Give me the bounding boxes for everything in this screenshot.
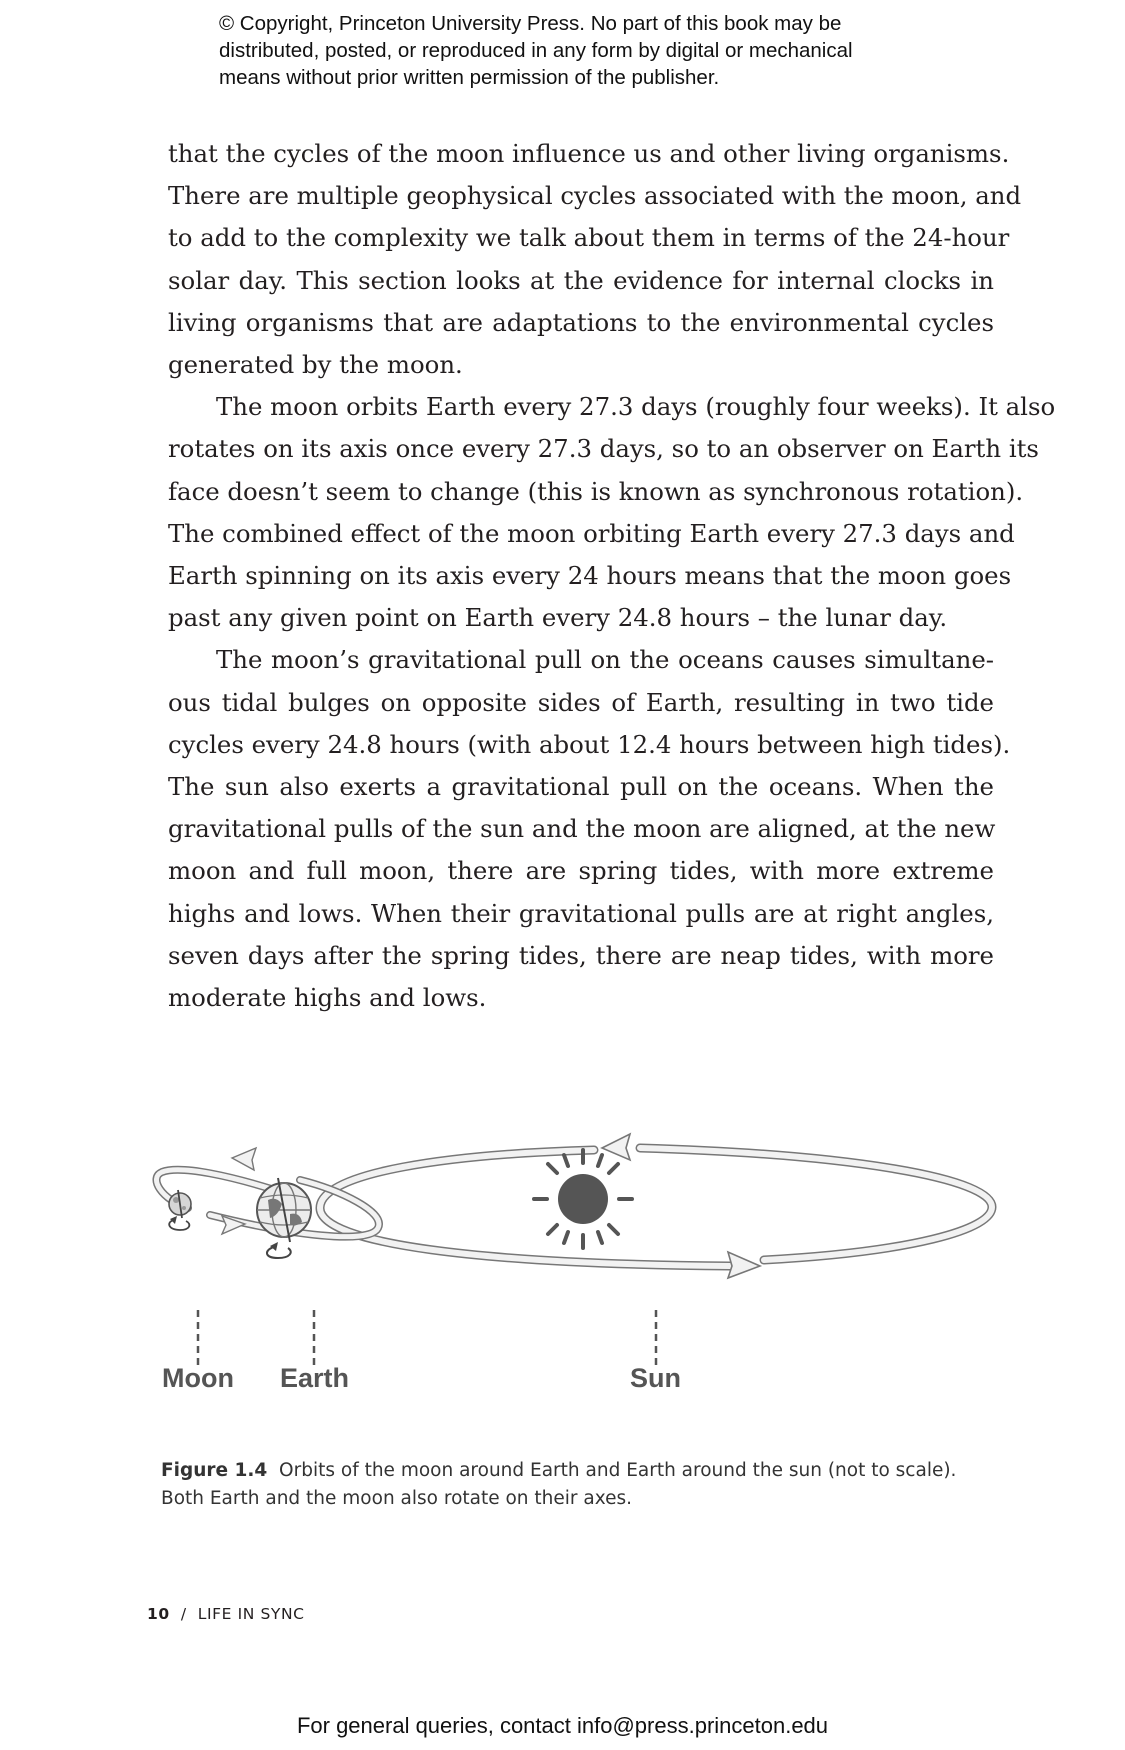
figure-number: Figure 1.4 <box>161 1460 268 1481</box>
text-line: to add to the complexity we talk about them in terms of the 24-hour <box>168 223 1010 253</box>
running-foot-separator: / <box>180 1605 187 1623</box>
body-text <box>168 133 1056 1019</box>
text-line: seven days after the spring tides, there are neap tides, with more <box>168 940 994 970</box>
sun-label: Sun <box>630 1363 681 1393</box>
orbit-diagram-svg <box>150 1120 1010 1420</box>
page-number: 10 <box>147 1605 170 1623</box>
text-line: moon and full moon, there are spring tides, with more extreme <box>168 856 994 886</box>
sun-icon <box>534 1150 632 1248</box>
text-line: There are multiple geophysical cycles associated with the moon, and <box>168 181 1022 211</box>
moon-orbit-arrow-icon <box>232 1148 256 1170</box>
earth-globe-icon <box>257 1178 311 1258</box>
caption-text: Orbits of the moon around Earth and Earth around the sun (not to scale). <box>279 1460 957 1481</box>
orbit-diagram <box>150 1120 1010 1420</box>
text-line: solar day. This section looks at the evidence for internal clocks in <box>168 265 994 295</box>
text-line: rotates on its axis once every 27.3 days, so to an observer on Earth its <box>168 434 1039 464</box>
running-foot <box>147 1605 305 1623</box>
contact-footer: For general queries, contact info@press.princeton.edu <box>296 1713 829 1738</box>
copyright-notice <box>219 10 979 91</box>
text-line: cycles every 24.8 hours (with about 12.4 hours between high tides). <box>168 729 1011 759</box>
earth-orbit <box>320 1134 992 1278</box>
text-line: generated by the moon. <box>168 350 463 380</box>
text-line: The sun also exerts a gravitational pull on the oceans. When the <box>168 772 994 802</box>
moon-globe-icon <box>169 1190 191 1230</box>
caption-line: Both Earth and the moon also rotate on their axes. <box>161 1488 633 1509</box>
orbit-arrow-icon <box>602 1134 630 1160</box>
text-line: The combined effect of the moon orbiting Earth every 27.3 days and <box>168 518 1015 548</box>
text-line: ous tidal bulges on opposite sides of Earth, resulting in two tide <box>168 687 994 717</box>
text-line: that the cycles of the moon influence us and other living organisms. <box>168 139 1010 168</box>
text-line: highs and lows. When their gravitational pulls are at right angles, <box>168 898 994 928</box>
text-line: The moon’s gravitational pull on the oceans causes simultane- <box>216 645 994 675</box>
text-line: face doesn’t seem to change (this is known as synchronous rotation). <box>168 476 1024 506</box>
text-line: Earth spinning on its axis every 24 hours means that the moon goes <box>168 561 1012 591</box>
copyright-line: © Copyright, Princeton University Press. No part of this book may be <box>219 12 842 35</box>
caption-line <box>161 1457 1001 1485</box>
paragraph-2 <box>168 386 1056 639</box>
figure-caption <box>161 1457 1001 1513</box>
copyright-line: distributed, posted, or reproduced in any form by digital or mechanical <box>219 39 853 62</box>
paragraph-3 <box>168 639 1011 1019</box>
moon-label: Moon <box>162 1363 234 1393</box>
text-line: gravitational pulls of the sun and the moon are aligned, at the new <box>168 814 996 844</box>
text-line: past any given point on Earth every 24.8 hours – the lunar day. <box>168 603 948 633</box>
paragraph-1 <box>168 133 1022 386</box>
book-title: LIFE IN SYNC <box>197 1605 305 1623</box>
text-line: living organisms that are adaptations to the environmental cycles <box>168 307 994 337</box>
orbit-arrow-icon <box>728 1252 760 1278</box>
earth-label: Earth <box>280 1363 350 1393</box>
text-line: The moon orbits Earth every 27.3 days (roughly four weeks). It also <box>216 392 1056 422</box>
text-line: moderate highs and lows. <box>168 983 487 1013</box>
copyright-line: means without prior written permission of the publisher. <box>219 66 720 89</box>
